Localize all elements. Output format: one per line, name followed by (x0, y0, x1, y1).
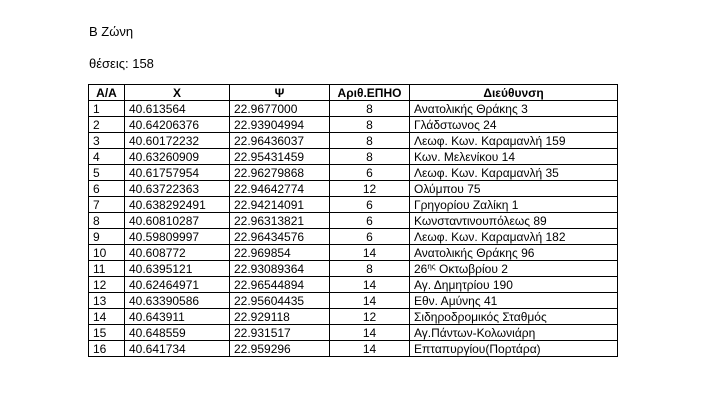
cell-epho: 8 (330, 149, 410, 165)
cell-aa: 5 (89, 165, 125, 181)
parking-positions-table (88, 84, 618, 357)
cell-epho: 14 (330, 245, 410, 261)
table-row (89, 165, 618, 181)
table-row (89, 133, 618, 149)
header-epho: Αριθ.ΕΠΗΟ (330, 85, 410, 101)
cell-x: 40.62464971 (125, 277, 230, 293)
table-row (89, 341, 618, 357)
cell-y: 22.9677000 (230, 101, 330, 117)
table-row (89, 101, 618, 117)
cell-y: 22.93904994 (230, 117, 330, 133)
cell-address: Λεωφ. Κων. Καραμανλή 35 (410, 165, 618, 181)
cell-address: Λεωφ. Κων. Καραμανλή 182 (410, 229, 618, 245)
cell-aa: 10 (89, 245, 125, 261)
cell-address: Αγ. Δημητρίου 190 (410, 277, 618, 293)
cell-y: 22.96279868 (230, 165, 330, 181)
cell-epho: 8 (330, 261, 410, 277)
table-row (89, 197, 618, 213)
table-row (89, 213, 618, 229)
cell-x: 40.643911 (125, 309, 230, 325)
cell-aa: 1 (89, 101, 125, 117)
cell-x: 40.59809997 (125, 229, 230, 245)
address-ordinal-suffix: ης (427, 261, 436, 271)
cell-aa: 2 (89, 117, 125, 133)
cell-aa: 12 (89, 277, 125, 293)
cell-address: Γλάδστωνος 24 (410, 117, 618, 133)
cell-x: 40.638292491 (125, 197, 230, 213)
address-street: Οκτωβρίου 2 (435, 261, 508, 276)
cell-address: Κωνσταντινουπόλεως 89 (410, 213, 618, 229)
table-row (89, 309, 618, 325)
cell-aa: 16 (89, 341, 125, 357)
cell-address: Κων. Μελενίκου 14 (410, 149, 618, 165)
cell-x: 40.613564 (125, 101, 230, 117)
table-row (89, 277, 618, 293)
cell-x: 40.6395121 (125, 261, 230, 277)
cell-y: 22.94214091 (230, 197, 330, 213)
table-row (89, 229, 618, 245)
cell-y: 22.96544894 (230, 277, 330, 293)
cell-epho: 8 (330, 101, 410, 117)
cell-epho: 8 (330, 117, 410, 133)
cell-address: Ολύμπου 75 (410, 181, 618, 197)
cell-address (410, 261, 618, 277)
cell-epho: 6 (330, 197, 410, 213)
cell-epho: 6 (330, 229, 410, 245)
cell-epho: 14 (330, 293, 410, 309)
cell-x: 40.60172232 (125, 133, 230, 149)
cell-epho: 6 (330, 213, 410, 229)
cell-aa: 9 (89, 229, 125, 245)
cell-y: 22.93089364 (230, 261, 330, 277)
cell-epho: 14 (330, 325, 410, 341)
cell-y: 22.96313821 (230, 213, 330, 229)
table-header-row (89, 85, 618, 101)
cell-address: Λεωφ. Κων. Καραμανλή 159 (410, 133, 618, 149)
cell-aa: 7 (89, 197, 125, 213)
table-row (89, 117, 618, 133)
cell-y: 22.969854 (230, 245, 330, 261)
cell-x: 40.641734 (125, 341, 230, 357)
cell-aa: 13 (89, 293, 125, 309)
cell-address: Ανατολικής Θράκης 96 (410, 245, 618, 261)
header-y: Ψ (230, 85, 330, 101)
zone-title: Β Ζώνη (89, 24, 134, 39)
cell-x: 40.63390586 (125, 293, 230, 309)
cell-aa: 6 (89, 181, 125, 197)
cell-address: Γρηγορίου Ζαλίκη 1 (410, 197, 618, 213)
cell-x: 40.60810287 (125, 213, 230, 229)
cell-aa: 15 (89, 325, 125, 341)
cell-x: 40.61757954 (125, 165, 230, 181)
cell-x: 40.63722363 (125, 181, 230, 197)
cell-y: 22.95604435 (230, 293, 330, 309)
header-x: Χ (125, 85, 230, 101)
table-row (89, 149, 618, 165)
cell-aa: 8 (89, 213, 125, 229)
cell-y: 22.931517 (230, 325, 330, 341)
header-address: Διεύθυνση (410, 85, 618, 101)
cell-address: Ανατολικής Θράκης 3 (410, 101, 618, 117)
cell-aa: 14 (89, 309, 125, 325)
cell-aa: 3 (89, 133, 125, 149)
cell-epho: 12 (330, 309, 410, 325)
cell-x: 40.608772 (125, 245, 230, 261)
cell-address: Σιδηροδρομικός Σταθμός (410, 309, 618, 325)
cell-epho: 14 (330, 341, 410, 357)
cell-y: 22.96436037 (230, 133, 330, 149)
table-row (89, 181, 618, 197)
cell-aa: 4 (89, 149, 125, 165)
address-number: 26 (414, 261, 428, 276)
cell-epho: 14 (330, 277, 410, 293)
cell-x: 40.64206376 (125, 117, 230, 133)
table-row (89, 293, 618, 309)
cell-x: 40.63260909 (125, 149, 230, 165)
cell-x: 40.648559 (125, 325, 230, 341)
cell-y: 22.95431459 (230, 149, 330, 165)
cell-y: 22.94642774 (230, 181, 330, 197)
cell-y: 22.96434576 (230, 229, 330, 245)
cell-y: 22.959296 (230, 341, 330, 357)
cell-y: 22.929118 (230, 309, 330, 325)
cell-epho: 12 (330, 181, 410, 197)
cell-aa: 11 (89, 261, 125, 277)
cell-epho: 8 (330, 133, 410, 149)
table-row (89, 245, 618, 261)
positions-count: θέσεις: 158 (89, 56, 154, 71)
header-aa: Α/Α (89, 85, 125, 101)
cell-address: Αγ.Πάντων-Κολωνιάρη (410, 325, 618, 341)
cell-epho: 6 (330, 165, 410, 181)
table-row (89, 261, 618, 277)
cell-address: Εθν. Αμύνης 41 (410, 293, 618, 309)
table-row (89, 325, 618, 341)
cell-address: Επταπυργίου(Πορτάρα) (410, 341, 618, 357)
